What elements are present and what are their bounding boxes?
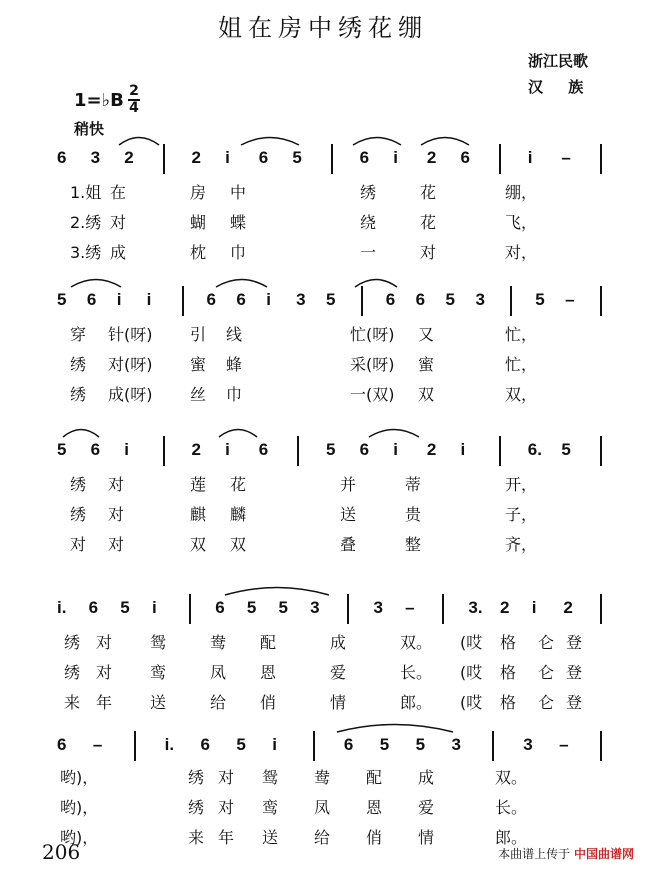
lyric-syllable: 穿 [70, 325, 87, 344]
lyric-syllable: 俏 [260, 693, 277, 712]
lyric-syllable: 俏 [366, 828, 383, 847]
lyric-syllable: 一 [360, 243, 377, 262]
lyric-syllable: 对 [108, 505, 125, 524]
lyric-syllable: (哎 [460, 663, 483, 682]
note: 6 [206, 290, 216, 309]
note: i. [164, 735, 175, 754]
lyric-syllable: 成 [330, 633, 347, 652]
barline [510, 286, 512, 316]
note: 5 [278, 598, 288, 617]
lyric-syllable: 一(双) [350, 385, 395, 404]
note: i [151, 598, 157, 617]
lyric-syllable: 鸾 [262, 798, 279, 817]
lyric-syllable: 房 [190, 183, 207, 202]
score-system [0, 598, 646, 632]
barline [600, 436, 602, 466]
lyric-syllable: 2.绣 [70, 213, 102, 232]
note: 3 [90, 148, 101, 167]
lyric-syllable: 子， [505, 505, 538, 524]
page-number: 206 [42, 840, 81, 864]
lyric-syllable: 双 [190, 535, 207, 554]
lyric-syllable: 爱 [418, 798, 435, 817]
note: i [527, 148, 533, 167]
note: i [272, 735, 277, 754]
barline [189, 594, 191, 624]
lyric-syllable: 花 [420, 183, 437, 202]
note: 6 [385, 290, 396, 309]
lyric-syllable: 恩 [260, 663, 277, 682]
slur [352, 132, 402, 146]
lyric-syllable: 恩 [366, 798, 383, 817]
lyric-syllable: 来 [188, 828, 205, 847]
lyric-syllable: 年 [96, 693, 113, 712]
slur [70, 274, 122, 288]
lyric-syllable: 采(呀) [350, 355, 395, 374]
slur [62, 424, 100, 438]
note: 3 [373, 598, 383, 617]
lyric-syllable: 对 [218, 768, 235, 787]
lyric-syllable: 绣 [360, 183, 377, 202]
lyric-syllable: 登 [566, 663, 583, 682]
lyric-syllable: 情 [330, 693, 347, 712]
note: 2 [191, 148, 201, 167]
slur [420, 132, 470, 146]
note: 5 [445, 290, 456, 309]
lyric-syllable: 丝 [190, 385, 207, 404]
barline [347, 594, 349, 624]
note: 6 [57, 148, 67, 167]
barline [331, 144, 333, 174]
lyric-syllable: 麟 [230, 505, 247, 524]
lyric-syllable: 蝴 [190, 213, 207, 232]
lyric-syllable: 蜂 [226, 355, 243, 374]
lyric-syllable: 哟)， [60, 768, 99, 787]
lyric-syllable: 花 [230, 475, 247, 494]
note: 2 [426, 440, 437, 459]
lyric-syllable: (哎 [460, 693, 483, 712]
lyric-syllable: 鸾 [150, 663, 167, 682]
lyric-syllable: 绣 [70, 385, 87, 404]
note: 5 [326, 290, 336, 309]
score-system [0, 440, 646, 474]
ethnicity-label: 汉 族 [528, 78, 594, 96]
lyric-syllable: 对(呀) [108, 355, 153, 374]
slur [218, 424, 258, 438]
barline [499, 436, 501, 466]
lyric-syllable: 双， [505, 385, 538, 404]
lyric-syllable: 登 [566, 633, 583, 652]
lyric-syllable: 格 [500, 663, 517, 682]
barline [361, 286, 363, 316]
note: 6. [527, 440, 542, 459]
note: 6 [236, 290, 246, 309]
note: 5 [236, 735, 246, 754]
note: i [393, 440, 398, 459]
note: – [92, 735, 103, 754]
lyric-syllable: 蜜 [190, 355, 207, 374]
lyric-syllable: 来 [64, 693, 81, 712]
lyric-syllable: 开， [505, 475, 538, 494]
lyric-syllable: 对 [110, 213, 127, 232]
note: i [531, 598, 537, 617]
lyric-syllable: 郎。 [495, 828, 528, 847]
lyric-syllable: 成 [110, 243, 127, 262]
barline [182, 286, 184, 316]
note: 3 [296, 290, 306, 309]
note: i [146, 290, 152, 309]
note: 6 [88, 598, 99, 617]
slur [240, 132, 300, 146]
lyric-syllable: 线 [226, 325, 243, 344]
lyric-syllable: 仑 [538, 693, 555, 712]
footer-text: 本曲谱上传于 [498, 847, 571, 861]
lyric-syllable: 鸯 [314, 768, 331, 787]
note: 3 [451, 735, 461, 754]
note: 5 [415, 735, 426, 754]
note: 5 [57, 290, 67, 309]
note: 6 [200, 735, 210, 754]
lyric-syllable: 情 [418, 828, 435, 847]
barline [492, 731, 494, 761]
note: 3 [475, 290, 485, 309]
lyric-syllable: 巾 [230, 243, 247, 262]
note: 6 [86, 290, 97, 309]
note: 2 [500, 598, 510, 617]
lyric-syllable: 配 [366, 768, 383, 787]
note: 5 [535, 290, 545, 309]
lyric-syllable: 对 [96, 663, 113, 682]
note: 5 [379, 735, 390, 754]
footer-brand-link[interactable]: 中国曲谱网 [573, 847, 634, 861]
note: 6 [359, 440, 370, 459]
note: 3. [468, 598, 483, 617]
score-system [0, 290, 646, 324]
note: 6 [359, 148, 370, 167]
note: 6 [258, 148, 269, 167]
note: – [561, 148, 571, 167]
lyric-syllable: 绷， [505, 183, 538, 202]
lyric-syllable: 格 [500, 633, 517, 652]
lyric-syllable: 蝶 [230, 213, 247, 232]
lyric-syllable: 双。 [400, 633, 433, 652]
note: 2 [124, 148, 134, 167]
note: 3 [523, 735, 533, 754]
barline [499, 144, 501, 174]
note: 5 [57, 440, 67, 459]
lyric-syllable: 引 [190, 325, 207, 344]
lyric-syllable: 绣 [70, 475, 87, 494]
lyric-syllable: 绣 [64, 663, 81, 682]
lyric-syllable: 成 [418, 768, 435, 787]
barline [442, 594, 444, 624]
lyric-syllable: 鸯 [210, 633, 227, 652]
lyric-syllable: 年 [218, 828, 235, 847]
lyric-syllable: 凤 [314, 798, 331, 817]
slur [368, 424, 420, 438]
note: i [393, 148, 398, 167]
lyric-syllable: 凤 [210, 663, 227, 682]
note: 2 [426, 148, 437, 167]
lyric-syllable: 绣 [70, 505, 87, 524]
lyric-syllable: 对 [108, 535, 125, 554]
slur [354, 274, 398, 288]
footer-credit [498, 845, 634, 862]
note: 6 [215, 598, 225, 617]
lyric-syllable: 蜜 [418, 355, 435, 374]
lyric-syllable: 枕 [190, 243, 207, 262]
note: 6 [258, 440, 269, 459]
note: i [266, 290, 271, 309]
lyric-syllable: 仑 [538, 633, 555, 652]
note: 6 [57, 735, 67, 754]
slur [336, 719, 454, 733]
note: 6 [343, 735, 354, 754]
tempo-marking: 稍快 [74, 120, 105, 138]
lyric-syllable: 绣 [188, 798, 205, 817]
barline [600, 144, 602, 174]
note: 6 [90, 440, 101, 459]
lyric-syllable: (哎 [460, 633, 483, 652]
lyric-syllable: 格 [500, 693, 517, 712]
lyric-syllable: 中 [230, 183, 247, 202]
lyric-syllable: 忙(呀) [350, 325, 395, 344]
barline [163, 436, 165, 466]
lyric-syllable: 对 [218, 798, 235, 817]
note: 5 [292, 148, 302, 167]
note: 2 [191, 440, 201, 459]
lyric-syllable: 对 [96, 633, 113, 652]
lyric-syllable: 双 [230, 535, 247, 554]
note: i [460, 440, 466, 459]
note: 2 [563, 598, 573, 617]
note: i [225, 440, 230, 459]
note: 5 [120, 598, 130, 617]
lyric-syllable: 飞， [505, 213, 538, 232]
lyric-syllable: 绣 [188, 768, 205, 787]
lyric-syllable: 贵 [405, 505, 422, 524]
lyric-syllable: 配 [260, 633, 277, 652]
note: i [225, 148, 230, 167]
lyric-syllable: 送 [340, 505, 357, 524]
barline [600, 731, 602, 761]
barline [297, 436, 299, 466]
score-system [0, 148, 646, 182]
note: 6 [415, 290, 426, 309]
note: – [559, 735, 569, 754]
lyric-syllable: 麒 [190, 505, 207, 524]
slur [224, 582, 330, 596]
lyric-syllable: 在 [110, 183, 127, 202]
lyric-syllable: 忙， [505, 355, 538, 374]
lyric-syllable: 对 [70, 535, 87, 554]
note: i. [57, 598, 67, 617]
note: – [565, 290, 575, 309]
score-system [0, 735, 646, 769]
lyric-syllable: 对 [420, 243, 437, 262]
lyric-syllable: 绕 [360, 213, 377, 232]
lyric-syllable: 巾 [226, 385, 243, 404]
lyric-syllable: 双 [418, 385, 435, 404]
note: 6 [460, 148, 470, 167]
lyric-syllable: 给 [210, 693, 227, 712]
note: 5 [246, 598, 257, 617]
lyric-syllable: 绣 [64, 633, 81, 652]
lyric-syllable: 又 [418, 325, 435, 344]
key-signature: 1=♭B [74, 90, 124, 111]
lyric-syllable: 仑 [538, 663, 555, 682]
lyric-syllable: 1.姐 [70, 183, 102, 202]
lyric-syllable: 双。 [495, 768, 528, 787]
lyric-syllable: 送 [262, 828, 279, 847]
lyric-syllable: 整 [405, 535, 422, 554]
lyric-syllable: 爱 [330, 663, 347, 682]
lyric-syllable: 送 [150, 693, 167, 712]
barline [600, 594, 602, 624]
slur [118, 132, 160, 146]
lyric-syllable: 莲 [190, 475, 207, 494]
lyric-syllable: 花 [420, 213, 437, 232]
note: 5 [561, 440, 571, 459]
lyric-syllable: 长。 [400, 663, 433, 682]
lyric-syllable: 对， [505, 243, 538, 262]
lyric-syllable: 3.绣 [70, 243, 102, 262]
lyric-syllable: 哟)， [60, 798, 99, 817]
barline [600, 286, 602, 316]
lyric-syllable: 针(呀) [108, 325, 153, 344]
page-title: 姐在房中绣花绷 [218, 14, 428, 42]
note: 5 [326, 440, 336, 459]
barline [134, 731, 136, 761]
lyric-syllable: 齐， [505, 535, 538, 554]
barline [313, 731, 315, 761]
lyric-syllable: 对 [108, 475, 125, 494]
lyric-syllable: 忙， [505, 325, 538, 344]
lyric-syllable: 哟)， [60, 828, 99, 847]
note: i [116, 290, 122, 309]
note: i [124, 440, 129, 459]
lyric-syllable: 长。 [495, 798, 528, 817]
note: 3 [310, 598, 320, 617]
lyric-syllable: 蒂 [405, 475, 422, 494]
lyric-syllable: 绣 [70, 355, 87, 374]
barline [163, 144, 165, 174]
lyric-syllable: 给 [314, 828, 331, 847]
slur [215, 274, 268, 288]
lyric-syllable: 郎。 [400, 693, 433, 712]
lyric-syllable: 并 [340, 475, 357, 494]
lyric-syllable: 鸳 [150, 633, 167, 652]
lyric-syllable: 登 [566, 693, 583, 712]
lyric-syllable: 叠 [340, 535, 357, 554]
lyric-syllable: 成(呀) [108, 385, 153, 404]
song-source: 浙江民歌 [528, 52, 589, 70]
note: – [405, 598, 415, 617]
time-signature: 2 4 [129, 83, 139, 116]
lyric-syllable: 鸳 [262, 768, 279, 787]
